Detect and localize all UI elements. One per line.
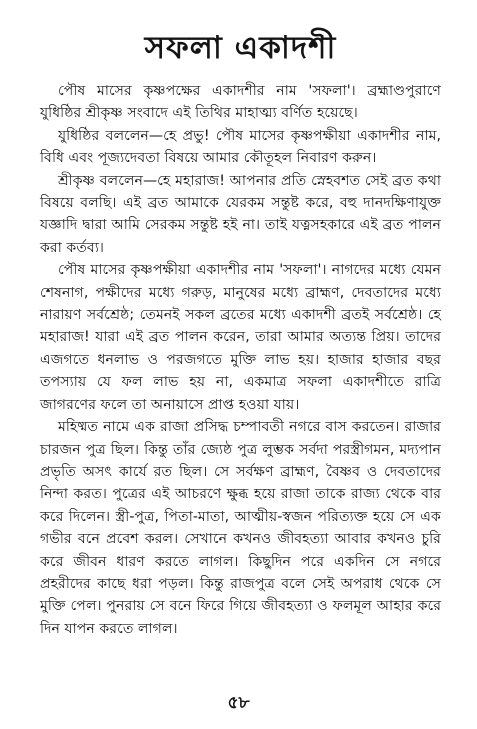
paragraph: যুধিষ্ঠির বললেন—হে প্রভু! পৌষ মাসের কৃষ্ণপক্ষীয়া একাদশীর নাম, বিধি এবং পূজ্যদেবতা বিষয়ে আমার কৌতূহল নিবারণ করুন।	[40, 127, 441, 167]
page-title: সফলা একাদশী	[144, 30, 337, 66]
page-number: ৫৮	[227, 693, 250, 713]
body-text	[40, 80, 441, 640]
paragraph: শ্রীকৃষ্ণ বললেন—হে মহারাজ! আপনার প্রতি স্নেহবশত সেই ব্রত কথা বিষয়ে বলছি। এই ব্রত আমাকে যেরকম সন্তুষ্ট করে, বহু দানদক্ষিণাযুক্ত যজ্ঞাদি দ্বারা আমি সেরকম সন্তুষ্ট হই না। তাই যত্নসহকারে এই ব্রত পালন করা কর্তব্য।	[40, 172, 441, 256]
paragraph: পৌষ মাসের কৃষ্ণপক্ষের একাদশীর নাম 'সফলা'। ব্রহ্মাণ্ডপুরাণে যুধিষ্ঠির শ্রীকৃষ্ণ সংবাদে এই তিথির মাহাত্ম্য বর্ণিত হয়েছে।	[40, 83, 441, 122]
paragraph: পৌষ মাসের কৃষ্ণপক্ষীয়া একাদশীর নাম 'সফলা'। নাগদের মধ্যে যেমন শেষনাগ, পক্ষীদের মধ্যে গরুড়, মানুষের মধ্যে ব্রাহ্মণ, দেবতাদের মধ্যে নারায়ণ সর্বশ্রেষ্ঠ; তেমনই সকল ব্রতের মধ্যে একাদশী ব্রতই সর্বশ্রেষ্ঠ। হে মহারাজ! যারা এই ব্রত পালন করেন, তারা আমার অত্যন্ত প্রিয়। তাদের এজগতে ধনলাভ ও পরজগতে মুক্তি লাভ হয়। হাজার হাজার বছর তপস্যায় যে ফল লাভ হয় না, একমাত্র সফলা একাদশীতে রাত্রি জাগরণের ফলে তা অনায়াসে প্রাপ্ত হওয়া যায়।	[40, 262, 441, 413]
paragraph: মহিষ্মত নামে এক রাজা প্রসিদ্ধ চম্পাবতী নগরে বাস করতেন। রাজার চারজন পুত্র ছিল। কিন্তু তাঁর জ্যেষ্ঠ পুত্র লুম্ভক সর্বদা পরস্ত্রীগমন, মদ্যপান প্রভৃতি অসৎ কার্যে রত ছিল। সে সর্বক্ষণ ব্রাহ্মণ, বৈষ্ণব ও দেবতাদের নিন্দা করত। পুত্রের এই আচরণে ক্ষুব্ধ হয়ে রাজা তাকে রাজ্য থেকে বার করে দিলেন। স্ত্রী-পুত্র, পিতা-মাতা, আত্মীয়-স্বজন পরিত্যক্ত হয়ে সে এক গভীর বনে প্রবেশ করল। সেখানে কখনও জীবহত্যা আবার কখনও চুরি করে জীবন ধারণ করতে লাগল। কিছুদিন পরে একদিন সে নগরে প্রহরীদের কাছে ধরা পড়ল। কিন্তু রাজপুত্র বলে সেই অপরাধ থেকে সে মুক্তি পেল। পুনরায় সে বনে ফিরে গিয়ে জীবহত্যা ও ফলমূল আহার করে দিন যাপন করতে লাগল।	[40, 419, 441, 637]
